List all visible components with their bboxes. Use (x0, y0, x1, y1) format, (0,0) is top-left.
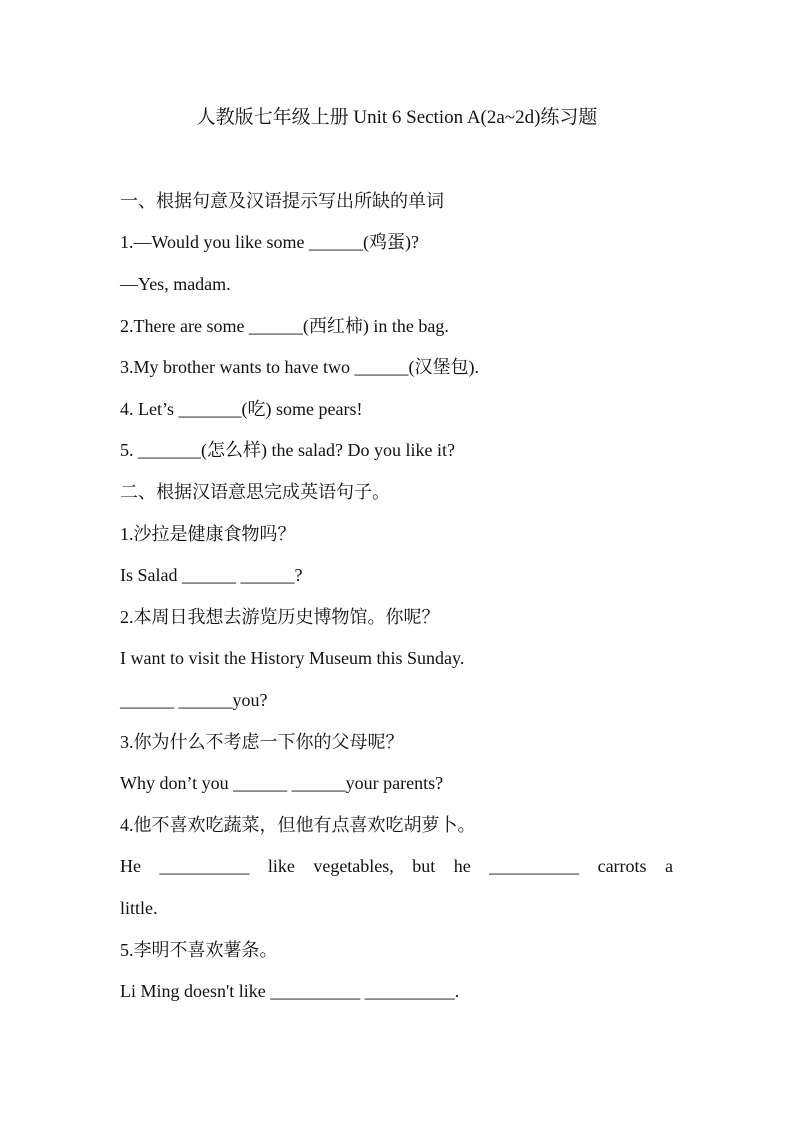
section2-question-4-english-line2: little. (120, 898, 158, 918)
section2-question-2-chinese: 2.本周日我想去游览历史博物馆。你呢？ (120, 607, 440, 627)
page-title: 人教版七年级上册 Unit 6 Section A(2a~2d)练习题 (196, 107, 598, 128)
section2-question-2-english-line2: ______ ______you? (120, 690, 268, 710)
section2-question-2-english-line1: I want to visit the History Museum this Sunday. (120, 648, 465, 668)
section2-question-3-chinese: 3.你为什么不考虑一下你的父母呢？ (120, 732, 404, 752)
section2-question-1-chinese: 1.沙拉是健康食物吗？ (120, 524, 296, 544)
section2-question-4-english-line1: He __________ like vegetables, but he __________ carrots a (120, 856, 673, 876)
section1-question-3: 3.My brother wants to have two ______(汉堡包). (120, 357, 479, 377)
section1-question-5: 5. _______(怎么样) the salad? Do you like it? (120, 440, 455, 460)
section1-question-1-reply: —Yes, madam. (120, 274, 231, 294)
section1-question-1: 1.—Would you like some ______(鸡蛋)? (120, 232, 420, 252)
section2-question-3-english: Why don’t you ______ ______your parents? (120, 773, 444, 793)
section1-question-2: 2.There are some ______(西红柿) in the bag. (120, 316, 449, 336)
section2-question-4-chinese: 4.他不喜欢吃蔬菜，但他有点喜欢吃胡萝卜。 (120, 815, 476, 835)
section2-heading: 二、根据汉语意思完成英语句子。 (120, 482, 390, 502)
section1-heading: 一、根据句意及汉语提示写出所缺的单词 (120, 191, 444, 211)
section2-question-5-english: Li Ming doesn't like __________ __________. (120, 981, 460, 1001)
section2-question-1-english: Is Salad ______ ______? (120, 565, 303, 585)
section1-question-4: 4. Let’s _______(吃) some pears! (120, 399, 363, 419)
section2-question-5-chinese: 5.李明不喜欢薯条。 (120, 940, 278, 960)
